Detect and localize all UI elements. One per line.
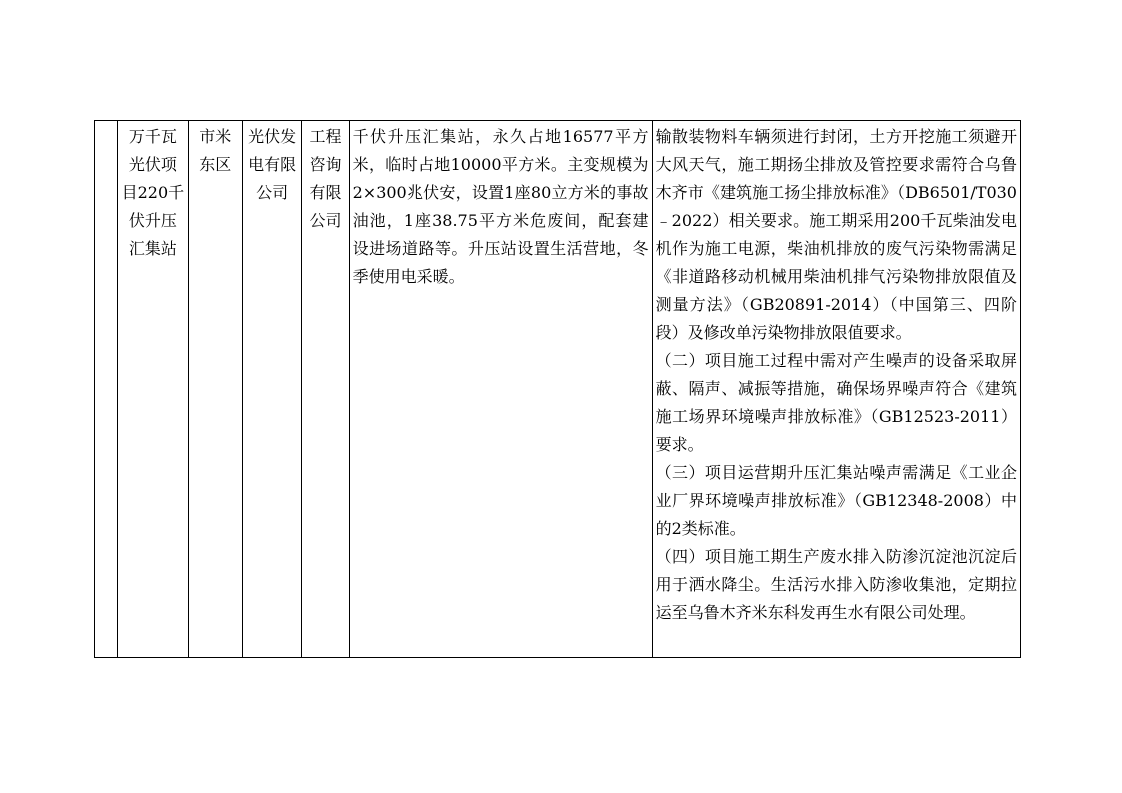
project-name-cell — [118, 121, 188, 658]
measures-cell — [652, 121, 1020, 658]
location-text: 市米东区 — [199, 127, 232, 174]
eia-unit-text: 工程咨询有限公司 — [309, 127, 342, 230]
eia-unit-cell — [302, 121, 349, 658]
project-content-text: 千伏升压汇集站，永久占地16577平方米，临时占地10000平方米。主变规模为2×300兆伏安，设置1座80立方米的事故油池，1座38.75平方米危废间，配套建设进场道路等。升压站设置生活营地，冬季使用电采暖。 — [352, 127, 649, 286]
project-name-text: 万千瓦光伏项目220千伏升压汇集站 — [121, 127, 185, 258]
construction-unit-cell — [242, 121, 301, 658]
measure-paragraph: （三）项目运营期升压汇集站噪声需满足《工业企业厂界环境噪声排放标准》（GB12348-2008）中的2类标准。 — [655, 463, 1017, 538]
measures-text — [653, 121, 1020, 631]
approval-table — [94, 120, 1021, 658]
index-text — [95, 121, 117, 127]
location-cell — [188, 121, 242, 658]
measure-paragraph: （二）项目施工过程中需对产生噪声的设备采取屏蔽、隔声、减振等措施，确保场界噪声符合《建筑施工场界环境噪声排放标准》（GB12523-2011）要求。 — [655, 351, 1017, 454]
project-content-cell — [349, 121, 652, 658]
measure-paragraph: 输散装物料车辆须进行封闭，土方开挖施工须避开大风天气，施工期扬尘排放及管控要求需符合乌鲁木齐市《建筑施工扬尘排放标准》（DB6501/T030﹣2022）相关要求。施工期采用200千瓦柴油发电机作为施工电源，柴油机排放的废气污染物需满足《非道路移动机械用柴油机排气污染物排放限值及测量方法》（GB20891-2014）（中国第三、四阶段）及修改单污染物排放限值要求。 — [655, 127, 1017, 342]
table-row — [95, 121, 1021, 658]
index-cell — [95, 121, 118, 658]
construction-unit-text: 光伏发电有限公司 — [248, 127, 297, 202]
measure-paragraph: （四）项目施工期生产废水排入防渗沉淀池沉淀后用于洒水降尘。生活污水排入防渗收集池，定期拉运至乌鲁木齐米东科发再生水有限公司处理。 — [655, 547, 1017, 622]
